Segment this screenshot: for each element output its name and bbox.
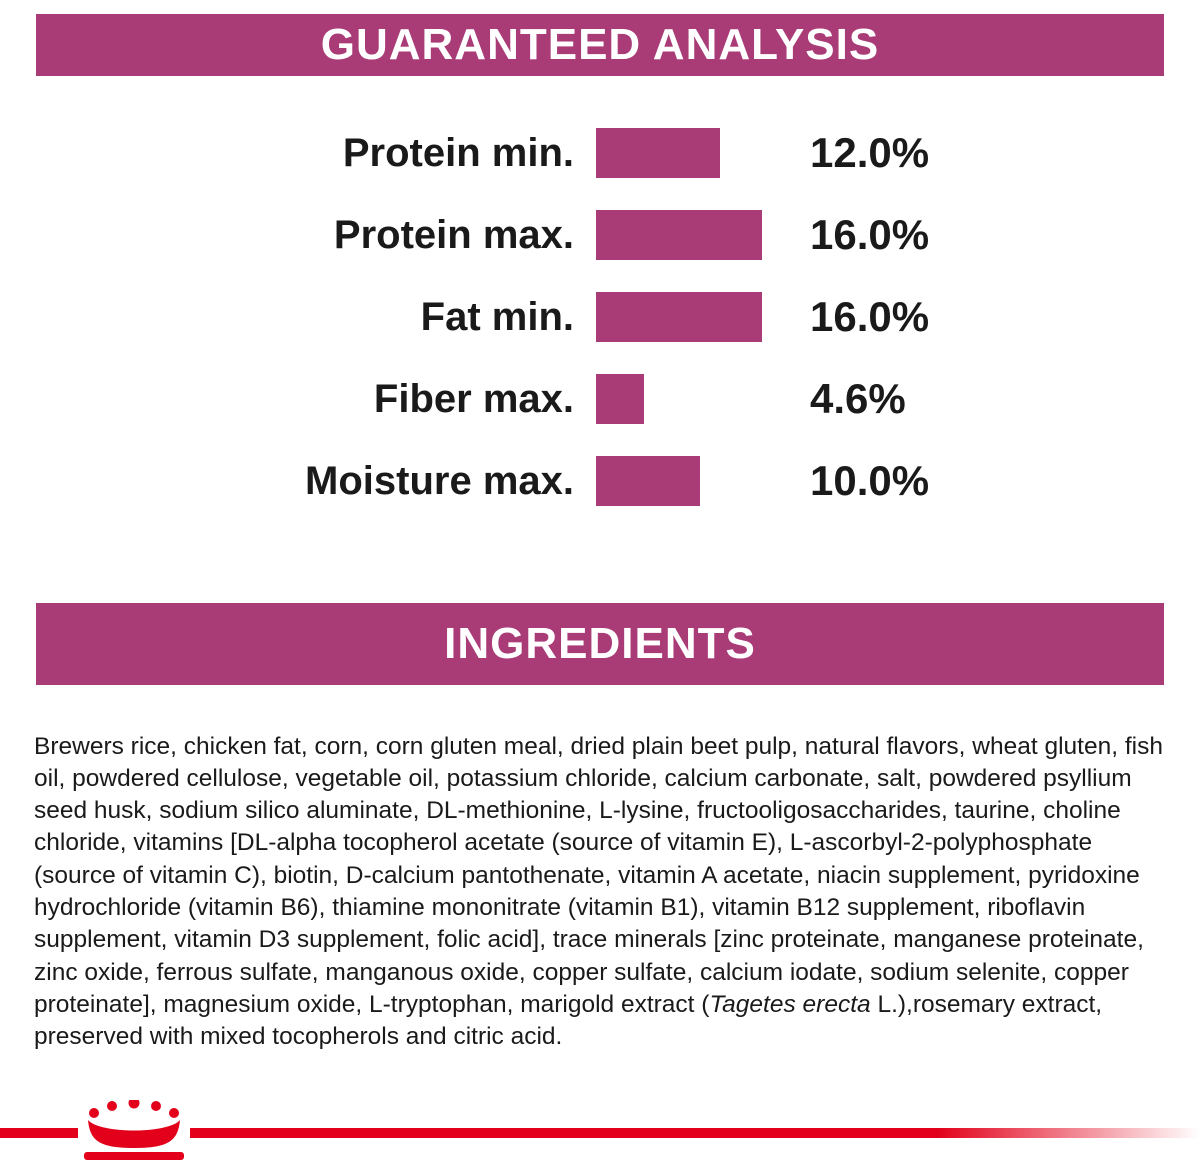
nutrient-bar [596,456,786,506]
nutrient-label: Protein min. [342,130,574,175]
nutrient-label: Protein max. [333,212,574,257]
nutrient-bar [596,292,786,342]
nutrient-bar-fill [596,128,720,178]
table-row [36,112,1164,194]
guaranteed-analysis-table [36,112,1164,522]
table-row [36,440,1164,522]
nutrient-bar-fill [596,292,762,342]
nutrient-label: Moisture max. [305,458,574,503]
nutrient-value: 16.0% [810,211,930,258]
royal-canin-crown-logo [78,1100,190,1162]
nutrient-value: 10.0% [810,457,930,504]
ingredients-text-part2: L.),rosemary extract, preserved with mixed tocopherols and citric acid. [34,991,1103,1051]
ingredients-text-italic: Tagetes erecta [709,991,871,1019]
guaranteed-analysis-header: GUARANTEED ANALYSIS [36,14,1164,76]
nutrient-value: 12.0% [810,129,930,176]
nutrient-bar-fill [596,456,700,506]
table-row [36,194,1164,276]
nutrient-bar-fill [596,210,762,260]
page-footer [0,1100,1200,1164]
nutrient-value: 4.6% [810,375,906,422]
nutrient-value: 16.0% [810,293,930,340]
nutrient-bar [596,128,786,178]
table-row [36,276,1164,358]
table-row [36,358,1164,440]
nutrient-label: Fiber max. [373,376,574,421]
nutrient-label: Fat min. [420,294,574,339]
ingredients-header: INGREDIENTS [36,603,1164,685]
ingredients-text-part1: Brewers rice, chicken fat, corn, corn gluten meal, dried plain beet pulp, natural flavors, wheat gluten, fish oil, powdered cellulose, vegetable oil, potassium chloride, calcium carbonate, salt, powdered psyllium seed husk, sodium silico aluminate, DL-methionine, L-lysine, fructooligosaccharides, taurine, choline chloride, vitamins [DL-alpha tocopherol acetate (source of vitamin E), L-ascorbyl-2-polyphosphate (source of vitamin C), biotin, D-calcium pantothenate, vitamin A acetate, niacin supplement, pyridoxine hydrochloride (vitamin B6), thiamine mononitrate (vitamin B1), vitamin B12 supplement, riboflavin supplement, vitamin D3 supplement, folic acid], trace minerals [zinc proteinate, manganese proteinate, zinc oxide, ferrous sulfate, manganous oxide, copper sulfate, calcium iodate, sodium selenite, copper proteinate], magnesium oxide, L-tryptophan, marigold extract ( [34,732,1163,1019]
nutrient-bar [596,210,786,260]
nutrient-bar-fill [596,374,644,424]
ingredients-text [34,731,1174,1054]
nutrient-bar [596,374,786,424]
